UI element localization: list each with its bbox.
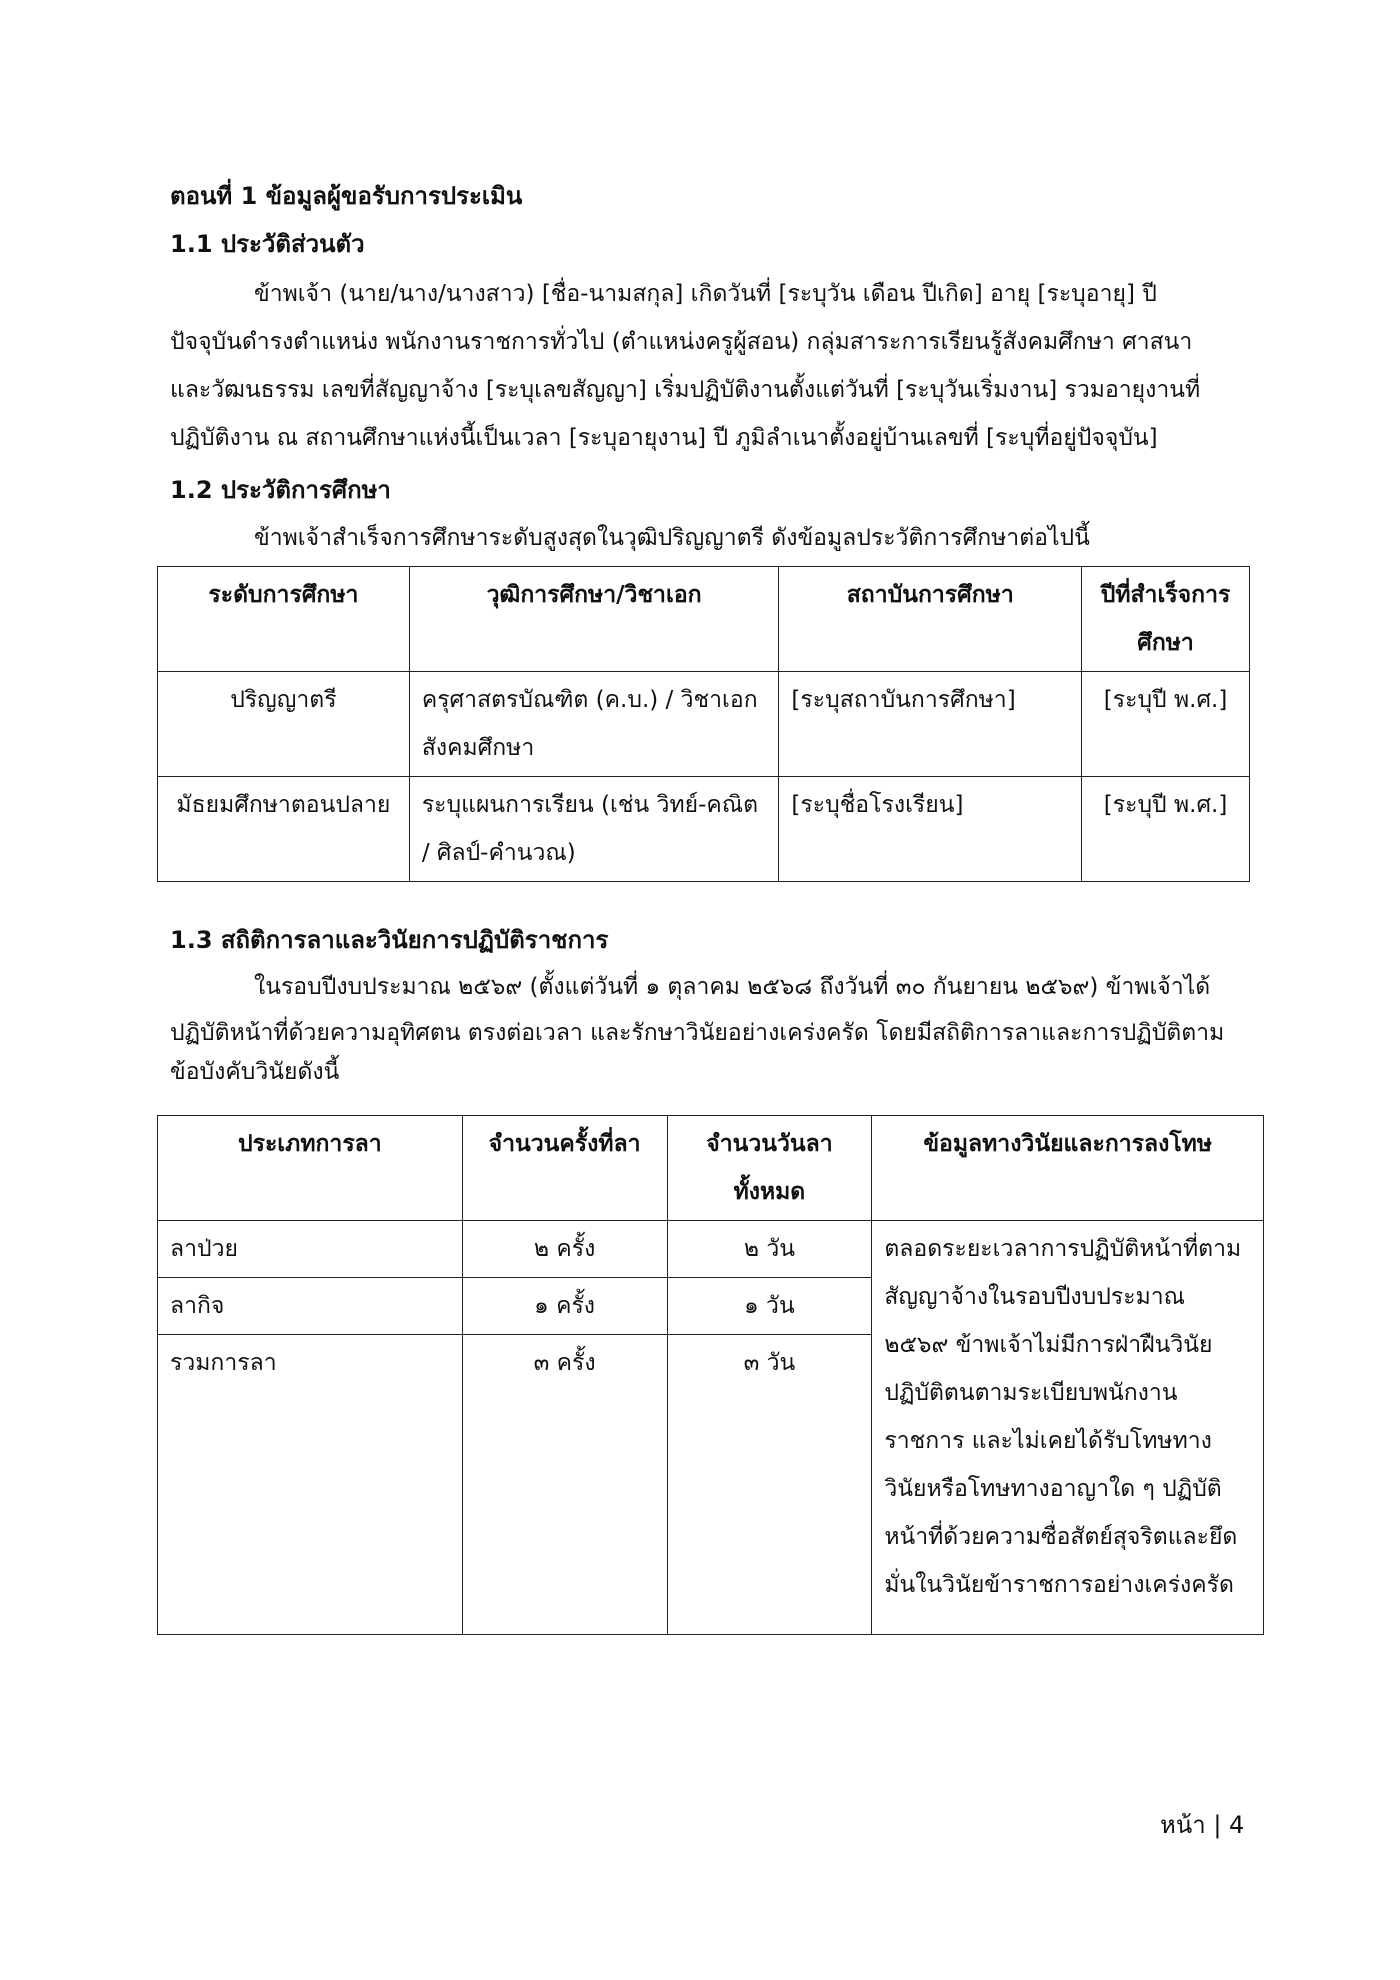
section-1-1-heading: 1.1 ประวัติส่วนตัว (170, 230, 365, 258)
table-header-row (158, 567, 1250, 672)
leave-statistics-table (157, 1115, 1264, 1635)
section-1-1-paragraph (170, 270, 1240, 462)
paragraph-line: ข้อบังคับวินัยดังนี้ (170, 1059, 340, 1085)
column-header: จำนวนครั้งที่ลา (462, 1116, 667, 1221)
table-cell: ครุศาสตรบัณฑิต (ค.บ.) / วิชาเอกสังคมศึกษา (409, 672, 779, 777)
table-row (158, 777, 1250, 882)
table-cell: ปริญญาตรี (158, 672, 410, 777)
part-title: ตอนที่ 1 ข้อมูลผู้ขอรับการประเมิน (170, 182, 523, 210)
column-header: ข้อมูลทางวินัยและการลงโทษ (872, 1116, 1264, 1221)
table-header-row (158, 1116, 1264, 1221)
section-1-3-paragraph (170, 964, 1240, 1088)
table-cell: [ระบุปี พ.ศ.] (1082, 672, 1250, 777)
table-cell: ลากิจ (158, 1278, 463, 1335)
column-header: ประเภทการลา (158, 1116, 463, 1221)
paragraph-line: ปฏิบัติงาน ณ สถานศึกษาแห่งนี้เป็นเวลา [ระบุอายุงาน] ปี ภูมิลำเนาตั้งอยู่บ้านเลขที่ [ระบุที่อยู่ปัจจุบัน] (170, 425, 1158, 451)
paragraph-line: ข้าพเจ้า (นาย/นาง/นางสาว) [ชื่อ-นามสกุล] เกิดวันที่ [ระบุวัน เดือน ปีเกิด] อายุ [ระบุอายุ] ปี (254, 281, 1157, 307)
column-header: จำนวนวันลาทั้งหมด (667, 1116, 872, 1221)
discipline-note-cell: ตลอดระยะเวลาการปฏิบัติหน้าที่ตามสัญญาจ้างในรอบปีงบประมาณ ๒๕๖๙ ข้าพเจ้าไม่มีการฝ่าฝืนวินัย ปฏิบัติตนตามระเบียบพนักงานราชการ และไม่เคยได้รับโทษทางวินัยหรือโทษทางอาญาใด ๆ ปฏิบัติหน้าที่ด้วยความซื่อสัตย์สุจริตและยึดมั่นในวินัยข้าราชการอย่างเคร่งครัด (872, 1221, 1264, 1635)
table-cell: มัธยมศึกษาตอนปลาย (158, 777, 410, 882)
paragraph-line: ในรอบปีงบประมาณ ๒๕๖๙ (ตั้งแต่วันที่ ๑ ตุลาคม ๒๕๖๘ ถึงวันที่ ๓๐ กันยายน ๒๕๖๙) ข้าพเจ้าได้ (254, 974, 1211, 1000)
table-cell: ระบุแผนการเรียน (เช่น วิทย์-คณิต / ศิลป์-คำนวณ) (409, 777, 779, 882)
education-table (157, 566, 1250, 882)
paragraph-line: ปัจจุบันดำรงตำแหน่ง พนักงานราชการทั่วไป (ตำแหน่งครูผู้สอน) กลุ่มสาระการเรียนรู้สังคมศึกษา ศาสนา (170, 329, 1193, 355)
table-cell: [ระบุปี พ.ศ.] (1082, 777, 1250, 882)
table-cell: รวมการลา (158, 1335, 463, 1635)
paragraph-line: และวัฒนธรรม เลขที่สัญญาจ้าง [ระบุเลขสัญญา] เริ่มปฏิบัติงานตั้งแต่วันที่ [ระบุวันเริ่มงาน] รวมอายุงานที่ (170, 377, 1201, 403)
table-cell: [ระบุสถาบันการศึกษา] (779, 672, 1082, 777)
table-cell: ๒ วัน (667, 1221, 872, 1278)
column-header: ระดับการศึกษา (158, 567, 410, 672)
paragraph-line: ปฏิบัติหน้าที่ด้วยความอุทิศตน ตรงต่อเวลา และรักษาวินัยอย่างเคร่งครัด โดยมีสถิติการลาและการปฏิบัติตาม (170, 1020, 1225, 1046)
column-header: วุฒิการศึกษา/วิชาเอก (409, 567, 779, 672)
section-1-2-intro: ข้าพเจ้าสำเร็จการศึกษาระดับสูงสุดในวุฒิปริญญาตรี ดังข้อมูลประวัติการศึกษาต่อไปนี้ (254, 525, 1090, 551)
table-cell: [ระบุชื่อโรงเรียน] (779, 777, 1082, 882)
section-1-2-heading: 1.2 ประวัติการศึกษา (170, 476, 391, 504)
table-cell: ลาป่วย (158, 1221, 463, 1278)
table-row (158, 672, 1250, 777)
table-cell: ๓ วัน (667, 1335, 872, 1635)
table-cell: ๒ ครั้ง (462, 1221, 667, 1278)
column-header: ปีที่สำเร็จการศึกษา (1082, 567, 1250, 672)
table-row (158, 1221, 1264, 1278)
table-cell: ๑ ครั้ง (462, 1278, 667, 1335)
table-cell: ๓ ครั้ง (462, 1335, 667, 1635)
page-number: หน้า | 4 (1160, 1811, 1245, 1839)
table-cell: ๑ วัน (667, 1278, 872, 1335)
section-1-3-heading: 1.3 สถิติการลาและวินัยการปฏิบัติราชการ (170, 926, 609, 954)
column-header: สถาบันการศึกษา (779, 567, 1082, 672)
